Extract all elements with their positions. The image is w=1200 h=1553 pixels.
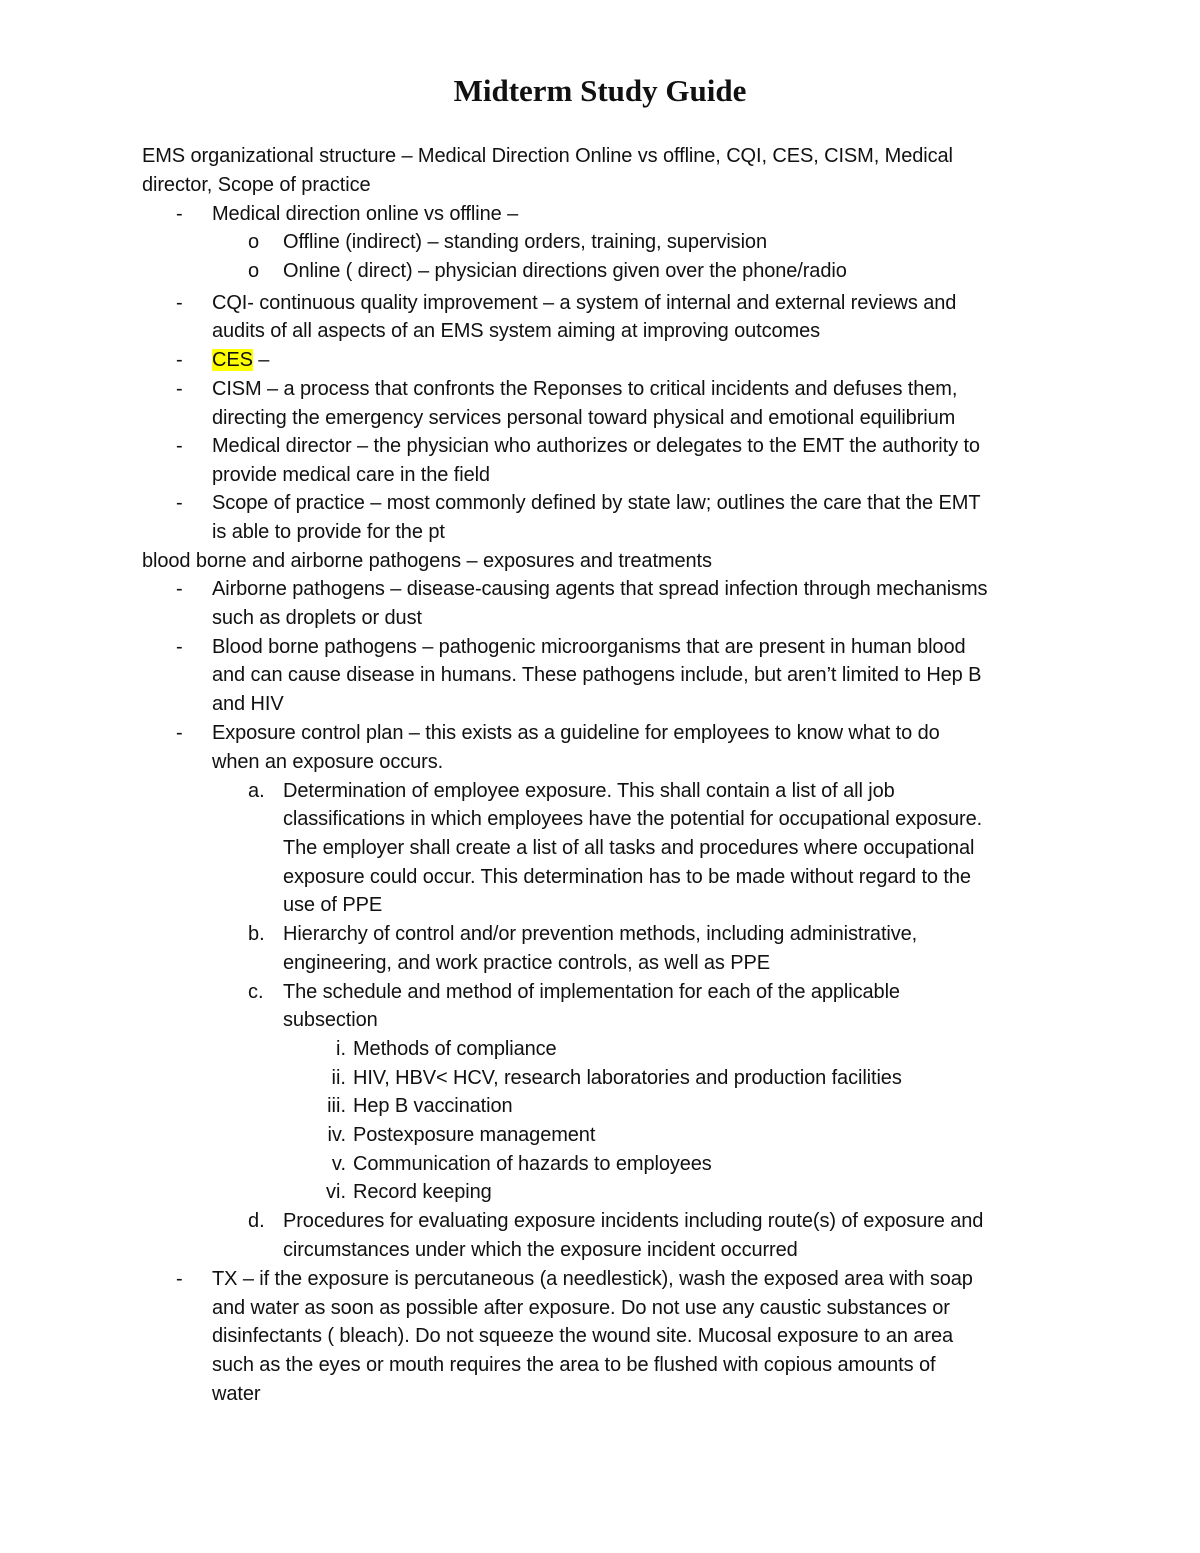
list-item-continued: subsection — [283, 1009, 378, 1031]
list-item: HIV, HBV< HCV, research laboratories and production facilities — [353, 1067, 902, 1089]
list-item-continued: is able to provide for the pt — [212, 521, 445, 543]
list-item: The schedule and method of implementation for each of the applicable — [283, 981, 900, 1003]
list-item-continued: such as the eyes or mouth requires the area to be flushed with copious amounts of — [212, 1354, 936, 1376]
list-item: CISM – a process that confronts the Reponses to critical incidents and defuses them, — [212, 378, 958, 400]
list-marker-roman: i. — [336, 1038, 346, 1060]
list-marker-roman: iv. — [327, 1124, 346, 1146]
list-item: Postexposure management — [353, 1124, 596, 1146]
bullet-dash: - — [176, 1268, 183, 1290]
bullet-circle: o — [248, 231, 260, 253]
list-item: Blood borne pathogens – pathogenic microorganisms that are present in human blood — [212, 636, 966, 658]
list-item-continued: audits of all aspects of an EMS system aiming at improving outcomes — [212, 320, 821, 342]
list-item-continued: when an exposure occurs. — [212, 751, 444, 773]
list-marker-alpha: d. — [248, 1210, 265, 1232]
list-item: Offline (indirect) – standing orders, training, supervision — [283, 231, 767, 253]
section-heading: director, Scope of practice — [142, 174, 371, 196]
list-item: CQI- continuous quality improvement – a system of internal and external reviews and — [212, 292, 957, 314]
bullet-dash: - — [176, 203, 183, 225]
page-title: Midterm Study Guide — [453, 73, 747, 108]
list-item: Communication of hazards to employees — [353, 1153, 712, 1175]
bullet-dash: - — [176, 722, 183, 744]
list-marker-alpha: a. — [248, 780, 265, 802]
list-marker-roman: ii. — [331, 1067, 346, 1089]
bullet-dash: - — [176, 636, 183, 658]
list-item — [212, 347, 269, 373]
list-item: Procedures for evaluating exposure incidents including route(s) of exposure and — [283, 1210, 984, 1232]
list-item-continued: engineering, and work practice controls, as well as PPE — [283, 952, 770, 974]
list-item: Determination of employee exposure. This shall contain a list of all job — [283, 780, 895, 802]
list-item-continued: directing the emergency services personal toward physical and emotional equilibrium — [212, 407, 956, 429]
list-item-continued: disinfectants ( bleach). Do not squeeze the wound site. Mucosal exposure to an area — [212, 1325, 954, 1347]
list-item-continued: circumstances under which the exposure incident occurred — [283, 1239, 798, 1261]
bullet-dash: - — [176, 578, 183, 600]
list-item: Medical direction online vs offline – — [212, 203, 519, 225]
list-item-continued: classifications in which employees have the potential for occupational exposure. — [283, 808, 983, 830]
list-marker-alpha: b. — [248, 923, 265, 945]
list-item-continued: exposure could occur. This determination has to be made without regard to the — [283, 866, 971, 888]
list-item-continued: use of PPE — [283, 894, 383, 916]
list-item-continued: water — [212, 1383, 261, 1405]
list-item-continued: such as droplets or dust — [212, 607, 422, 629]
bullet-dash: - — [176, 435, 183, 457]
list-marker-alpha: c. — [248, 981, 264, 1003]
list-item-continued: and can cause disease in humans. These pathogens include, but aren’t limited to Hep B — [212, 664, 982, 686]
bullet-dash: - — [176, 492, 183, 514]
list-item-continued: and water as soon as possible after exposure. Do not use any caustic substances or — [212, 1297, 950, 1319]
list-marker-roman: iii. — [327, 1095, 346, 1117]
list-item: Online ( direct) – physician directions given over the phone/radio — [283, 260, 847, 282]
bullet-dash: - — [176, 292, 183, 314]
list-item-continued: The employer shall create a list of all tasks and procedures where occupational — [283, 837, 975, 859]
bullet-dash: - — [176, 378, 183, 400]
bullet-circle: o — [248, 260, 260, 282]
section-heading: EMS organizational structure – Medical Direction Online vs offline, CQI, CES, CISM, Medical — [142, 145, 953, 167]
highlighted-term: CES — [212, 349, 253, 371]
list-item: Exposure control plan – this exists as a guideline for employees to know what to do — [212, 722, 940, 744]
section-heading: blood borne and airborne pathogens – exposures and treatments — [142, 550, 712, 572]
list-item: Medical director – the physician who authorizes or delegates to the EMT the authority to — [212, 435, 980, 457]
bullet-dash: - — [176, 349, 183, 371]
list-item-continued: provide medical care in the field — [212, 464, 490, 486]
list-item: Record keeping — [353, 1181, 492, 1203]
list-marker-roman: v. — [331, 1153, 346, 1175]
list-marker-roman: vi. — [326, 1181, 346, 1203]
list-item-continued: and HIV — [212, 693, 284, 715]
list-item-text: – — [252, 349, 270, 371]
list-item: Scope of practice – most commonly defined by state law; outlines the care that the EMT — [212, 492, 981, 514]
list-item: Hierarchy of control and/or prevention methods, including administrative, — [283, 923, 918, 945]
list-item: Hep B vaccination — [353, 1095, 513, 1117]
list-item: Methods of compliance — [353, 1038, 557, 1060]
list-item: TX – if the exposure is percutaneous (a needlestick), wash the exposed area with soap — [212, 1268, 973, 1290]
list-item: Airborne pathogens – disease-causing agents that spread infection through mechanisms — [212, 578, 988, 600]
